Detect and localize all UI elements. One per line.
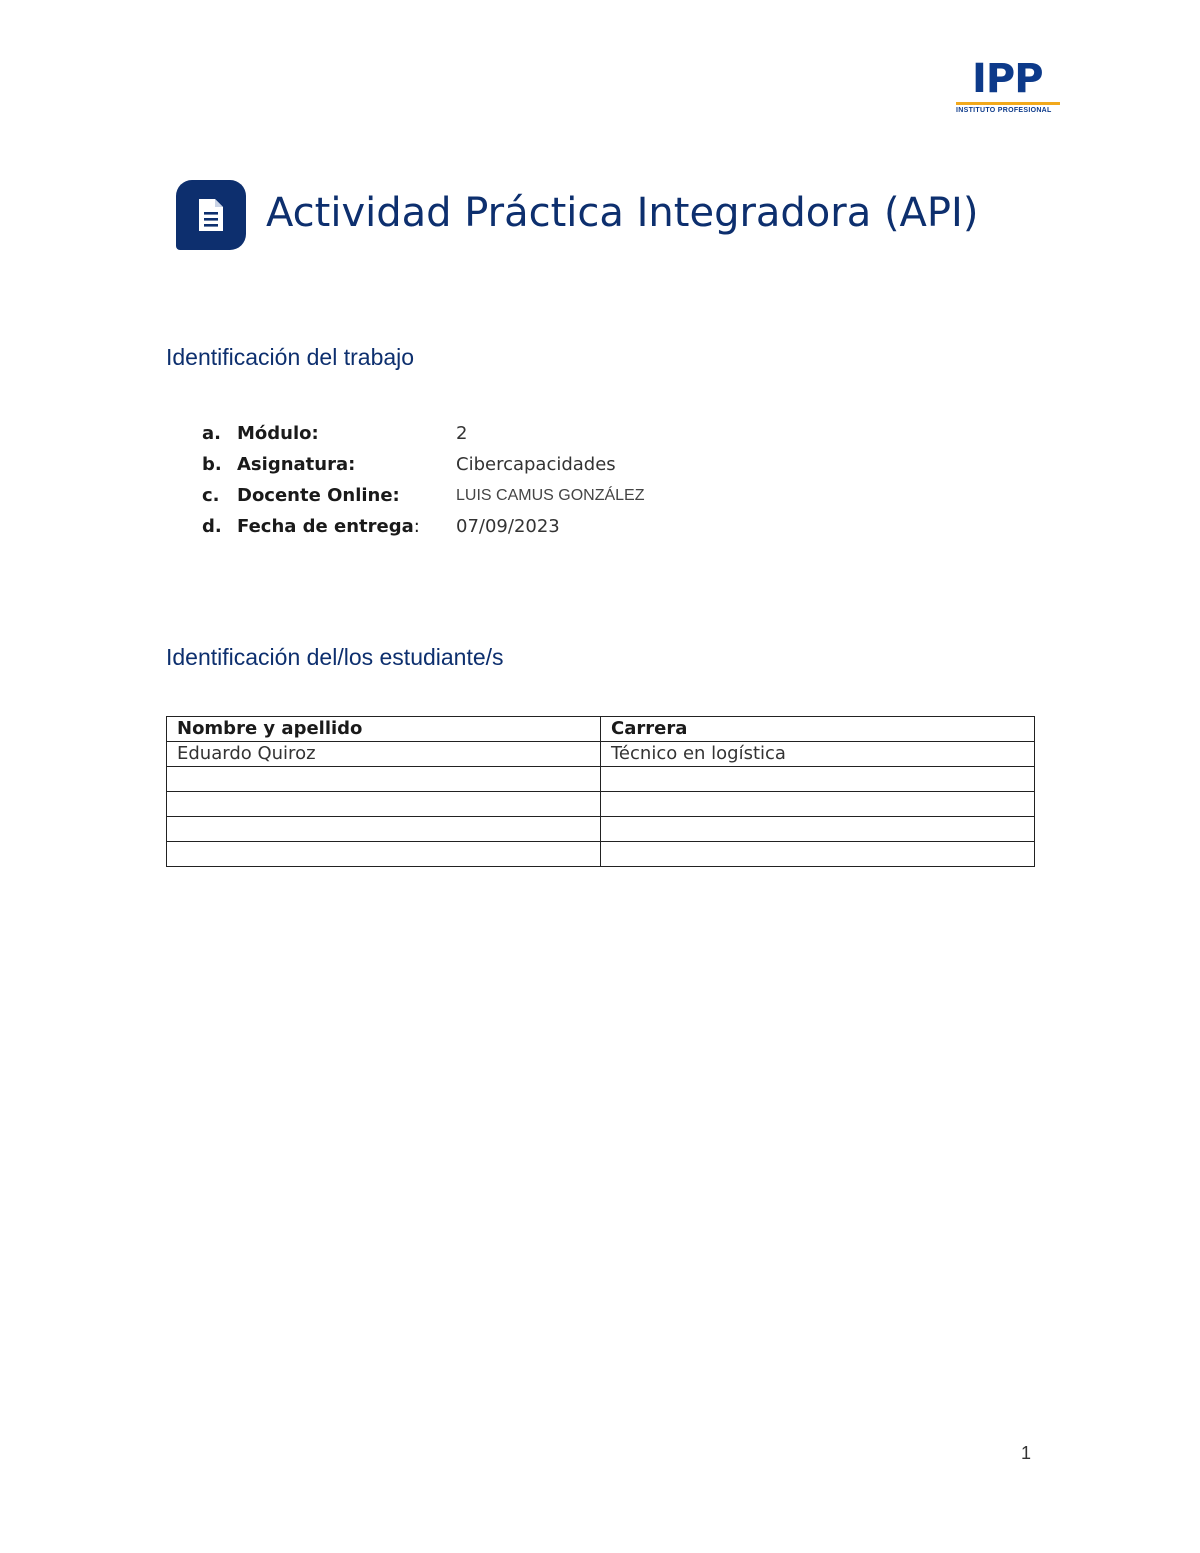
info-label <box>237 513 420 541</box>
info-letter: d. <box>202 516 222 537</box>
document-icon <box>176 180 246 250</box>
info-letter: a. <box>202 423 221 444</box>
info-letter: c. <box>202 485 220 506</box>
page-number: 1 <box>1021 1443 1032 1463</box>
table-row <box>167 742 1035 767</box>
table-row <box>167 842 1035 867</box>
page-title: Actividad Práctica Integradora (API) <box>266 190 979 236</box>
table-cell <box>601 817 1035 842</box>
logo-mark: IPP <box>972 56 1043 102</box>
info-letter: b. <box>202 454 222 475</box>
table-row <box>167 792 1035 817</box>
table-cell <box>167 792 601 817</box>
column-header-career: Carrera <box>601 717 1035 742</box>
student-identification-heading: Identificación del/los estudiante/s <box>166 644 504 670</box>
column-header-name: Nombre y apellido <box>167 717 601 742</box>
info-row-due-date <box>200 513 800 544</box>
table-header-row <box>167 717 1035 742</box>
table-row <box>167 767 1035 792</box>
info-value: LUIS CAMUS GONZÁLEZ <box>456 487 645 504</box>
info-value: Cibercapacidades <box>456 454 616 475</box>
ipp-logo <box>954 58 1060 116</box>
info-label-colon: : <box>413 516 420 537</box>
info-value: 2 <box>456 423 468 444</box>
logo-accent-line <box>956 102 1060 105</box>
table-cell <box>167 817 601 842</box>
info-label: Docente Online: <box>237 485 400 506</box>
table-cell <box>601 767 1035 792</box>
table-cell: Técnico en logística <box>601 742 1035 767</box>
info-label: Asignatura: <box>237 454 356 475</box>
work-identification-heading: Identificación del trabajo <box>166 344 415 370</box>
info-row-module <box>200 420 800 451</box>
info-label-text: Fecha de entrega <box>237 516 414 537</box>
info-value: 07/09/2023 <box>456 516 560 537</box>
table-cell <box>601 792 1035 817</box>
table-cell <box>601 842 1035 867</box>
table-cell <box>167 767 601 792</box>
table-cell <box>167 842 601 867</box>
info-row-subject <box>200 451 800 482</box>
work-info-list <box>200 420 800 544</box>
logo-subtitle: INSTITUTO PROFESIONAL <box>956 107 1052 114</box>
table-row <box>167 817 1035 842</box>
info-row-teacher <box>200 482 800 513</box>
info-label: Módulo: <box>237 423 319 444</box>
students-table <box>166 716 1035 867</box>
table-cell: Eduardo Quiroz <box>167 742 601 767</box>
